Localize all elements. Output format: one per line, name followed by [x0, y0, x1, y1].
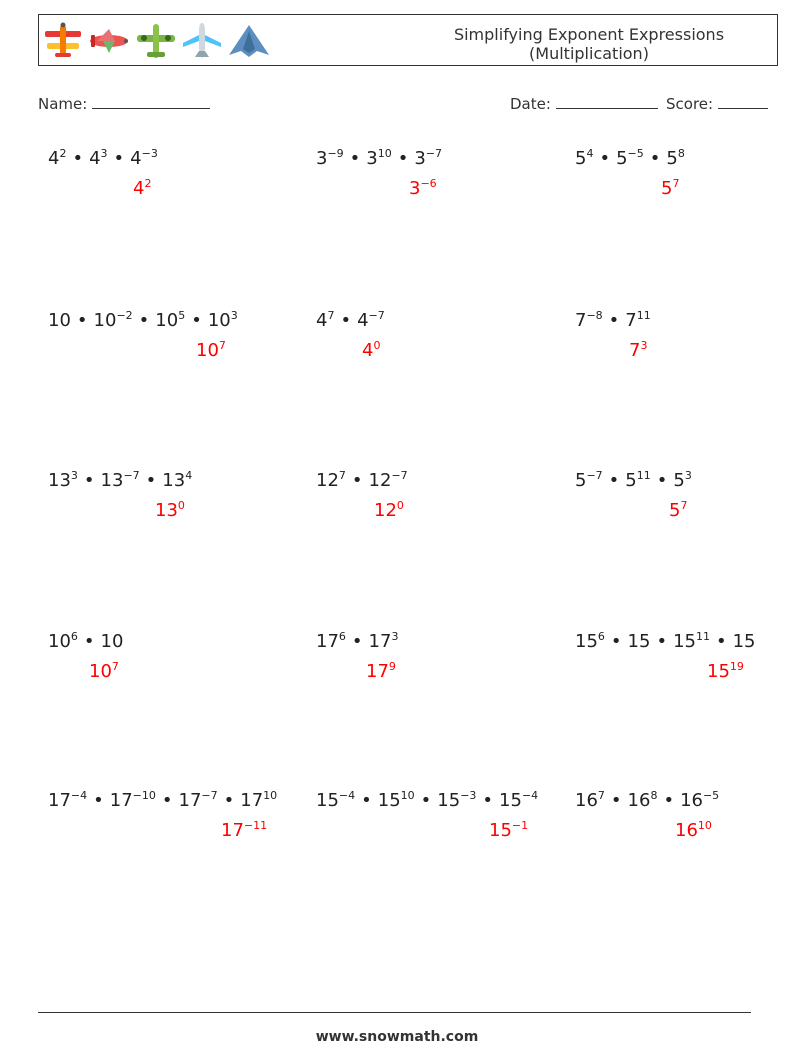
answer	[362, 340, 380, 361]
exponent: −4	[338, 789, 356, 802]
answer	[221, 820, 267, 841]
multiply-operator: •	[482, 790, 494, 811]
multiply-operator: •	[83, 470, 95, 491]
exponent: −7	[425, 147, 443, 160]
base: 15	[316, 790, 339, 811]
problem-expression	[316, 631, 398, 652]
exponent: −3	[460, 789, 477, 802]
jet-plane-icon	[181, 21, 223, 61]
base: 17	[109, 790, 133, 811]
answer	[669, 500, 687, 521]
name-field[interactable]	[38, 92, 210, 113]
exponent: −5	[627, 147, 644, 160]
date-label: Date:	[510, 95, 551, 113]
base: 15	[437, 790, 461, 811]
answer	[374, 500, 404, 521]
exponent: 5	[178, 309, 186, 322]
multiply-operator: •	[361, 790, 372, 811]
exponent: 7	[597, 789, 605, 802]
exponent: 19	[729, 660, 744, 673]
problem-expression	[575, 470, 692, 491]
multiply-operator: •	[83, 631, 95, 652]
base: 17	[178, 790, 202, 811]
base: 15	[673, 631, 696, 652]
worksheet-title	[411, 25, 767, 63]
base: 4	[357, 310, 369, 331]
base: 17	[48, 790, 71, 811]
multiply-operator: •	[223, 790, 235, 811]
exponent: 2	[144, 177, 152, 190]
score-field[interactable]	[666, 92, 768, 113]
answer	[196, 340, 226, 361]
answer	[155, 500, 185, 521]
score-blank[interactable]	[718, 92, 768, 109]
name-blank[interactable]	[92, 92, 210, 109]
exponent: −7	[201, 789, 218, 802]
exponent: −9	[327, 147, 344, 160]
base: 10	[207, 310, 231, 331]
exponent: 7	[680, 499, 688, 512]
base: 4	[89, 148, 101, 169]
base: 4	[48, 148, 60, 169]
base: 5	[666, 148, 678, 169]
base: 5	[661, 178, 673, 199]
exponent: 10	[400, 789, 415, 802]
exponent: 7	[111, 660, 119, 673]
base: 13	[155, 500, 178, 521]
score-label: Score:	[666, 95, 714, 113]
base: 7	[629, 340, 641, 361]
base: 10	[100, 631, 124, 652]
exponent: 4	[586, 147, 594, 160]
base: 17	[240, 790, 264, 811]
base: 17	[368, 631, 392, 652]
answer	[707, 661, 744, 682]
problem-expression	[48, 148, 158, 169]
problem-expression	[316, 310, 385, 331]
date-blank[interactable]	[556, 92, 658, 109]
exponent: 10	[263, 789, 278, 802]
multiply-operator: •	[72, 148, 84, 169]
exponent: 10	[697, 819, 712, 832]
multiply-operator: •	[663, 790, 675, 811]
exponent: −4	[521, 789, 539, 802]
base: 5	[673, 470, 685, 491]
base: 4	[316, 310, 328, 331]
base: 16	[680, 790, 703, 811]
multiply-operator: •	[76, 310, 88, 331]
multiply-operator: •	[608, 310, 620, 331]
multiply-operator: •	[113, 148, 125, 169]
base: 7	[575, 310, 587, 331]
base: 10	[48, 631, 71, 652]
exponent: 7	[672, 177, 680, 190]
problem-expression	[316, 790, 538, 811]
base: 10	[155, 310, 179, 331]
multiply-operator: •	[610, 790, 622, 811]
base: 13	[48, 470, 71, 491]
exponent: −4	[70, 789, 88, 802]
exponent: −1	[511, 819, 529, 832]
multiply-operator: •	[397, 148, 409, 169]
base: 3	[409, 178, 421, 199]
base: 12	[316, 470, 339, 491]
base: 15	[489, 820, 512, 841]
problem-expression	[575, 790, 719, 811]
multiply-operator: •	[191, 310, 202, 331]
exponent: 8	[650, 789, 658, 802]
multiply-operator: •	[351, 470, 363, 491]
answer	[409, 178, 437, 199]
multiply-operator: •	[138, 310, 150, 331]
icon-strip	[43, 21, 271, 61]
exponent: 0	[396, 499, 404, 512]
exponent: 11	[695, 630, 710, 643]
exponent: 8	[677, 147, 685, 160]
exponent: −7	[368, 309, 385, 322]
problem-expression	[48, 631, 123, 652]
base: 4	[133, 178, 145, 199]
exponent: 3	[230, 309, 238, 322]
exponent: −7	[123, 469, 140, 482]
base: 10	[196, 340, 219, 361]
name-label: Name:	[38, 95, 88, 113]
base: 17	[366, 661, 389, 682]
exponent: 7	[327, 309, 335, 322]
base: 4	[130, 148, 142, 169]
exponent: −3	[141, 147, 158, 160]
base: 15	[732, 631, 756, 652]
base: 5	[575, 470, 587, 491]
exponent: 0	[373, 339, 381, 352]
exponent: 11	[636, 469, 651, 482]
answer	[133, 178, 151, 199]
exponent: −2	[116, 309, 133, 322]
base: 7	[625, 310, 637, 331]
base: 5	[625, 470, 637, 491]
exponent: −6	[420, 177, 437, 190]
worksheet-header	[38, 14, 778, 66]
multiply-operator: •	[656, 470, 668, 491]
multiply-operator: •	[610, 631, 622, 652]
base: 13	[162, 470, 186, 491]
exponent: 3	[391, 630, 399, 643]
base: 16	[627, 790, 651, 811]
base: 17	[221, 820, 244, 841]
exponent: 6	[70, 630, 78, 643]
exponent: −11	[243, 819, 268, 832]
exponent: 6	[338, 630, 346, 643]
multiply-operator: •	[599, 148, 611, 169]
exponent: −8	[586, 309, 603, 322]
answer	[366, 661, 396, 682]
multiply-operator: •	[656, 631, 668, 652]
base: 5	[669, 500, 681, 521]
multiply-operator: •	[351, 631, 363, 652]
multiply-operator: •	[715, 631, 727, 652]
exponent: 0	[177, 499, 185, 512]
base: 5	[616, 148, 628, 169]
stealth-plane-icon	[227, 21, 271, 61]
exponent: 7	[338, 469, 346, 482]
multiply-operator: •	[93, 790, 104, 811]
base: 15	[707, 661, 730, 682]
date-field[interactable]	[510, 92, 658, 113]
problem-expression	[48, 310, 238, 331]
problem-expression	[48, 470, 192, 491]
exponent: −5	[702, 789, 720, 802]
multiply-operator: •	[649, 148, 661, 169]
base: 10	[48, 310, 71, 331]
answer	[675, 820, 712, 841]
base: 15	[575, 631, 598, 652]
exponent: 3	[70, 469, 78, 482]
bomber-plane-icon	[135, 21, 177, 61]
base: 3	[366, 148, 378, 169]
base: 16	[575, 790, 598, 811]
multiply-operator: •	[349, 148, 361, 169]
base: 15	[499, 790, 522, 811]
biplane-icon	[43, 21, 83, 61]
exponent: 10	[377, 147, 392, 160]
base: 10	[89, 661, 112, 682]
multiply-operator: •	[608, 470, 620, 491]
answer	[661, 178, 679, 199]
base: 4	[362, 340, 374, 361]
base: 15	[627, 631, 651, 652]
exponent: 7	[218, 339, 226, 352]
exponent: −7	[586, 469, 603, 482]
problem-expression	[48, 790, 277, 811]
exponent: −7	[391, 469, 408, 482]
problem-expression	[575, 148, 685, 169]
base: 5	[575, 148, 587, 169]
multiply-operator: •	[420, 790, 432, 811]
base: 15	[377, 790, 401, 811]
answer	[629, 340, 647, 361]
base: 3	[414, 148, 426, 169]
base: 12	[374, 500, 397, 521]
exponent: 11	[636, 309, 651, 322]
base: 17	[316, 631, 339, 652]
exponent: 3	[684, 469, 692, 482]
title-line-1: Simplifying Exponent Expressions	[453, 25, 725, 44]
multiply-operator: •	[340, 310, 352, 331]
problem-expression	[316, 148, 442, 169]
exponent: 4	[185, 469, 193, 482]
problem-expression	[575, 310, 651, 331]
propeller-plane-icon	[87, 21, 131, 61]
problem-expression	[316, 470, 408, 491]
base: 3	[316, 148, 328, 169]
exponent: 3	[640, 339, 648, 352]
exponent: 2	[59, 147, 67, 160]
exponent: −10	[132, 789, 156, 802]
base: 16	[675, 820, 698, 841]
footer-url[interactable]: www.snowmath.com	[315, 1029, 479, 1045]
exponent: 6	[597, 630, 605, 643]
base: 13	[100, 470, 124, 491]
title-line-2: (Multiplication)	[529, 44, 649, 63]
answer	[489, 820, 528, 841]
problem-expression	[575, 631, 756, 652]
exponent: 9	[388, 660, 396, 673]
answer	[89, 661, 119, 682]
footer-divider	[38, 1012, 751, 1013]
multiply-operator: •	[161, 790, 173, 811]
exponent: 3	[100, 147, 108, 160]
base: 10	[93, 310, 117, 331]
multiply-operator: •	[145, 470, 157, 491]
base: 12	[368, 470, 392, 491]
